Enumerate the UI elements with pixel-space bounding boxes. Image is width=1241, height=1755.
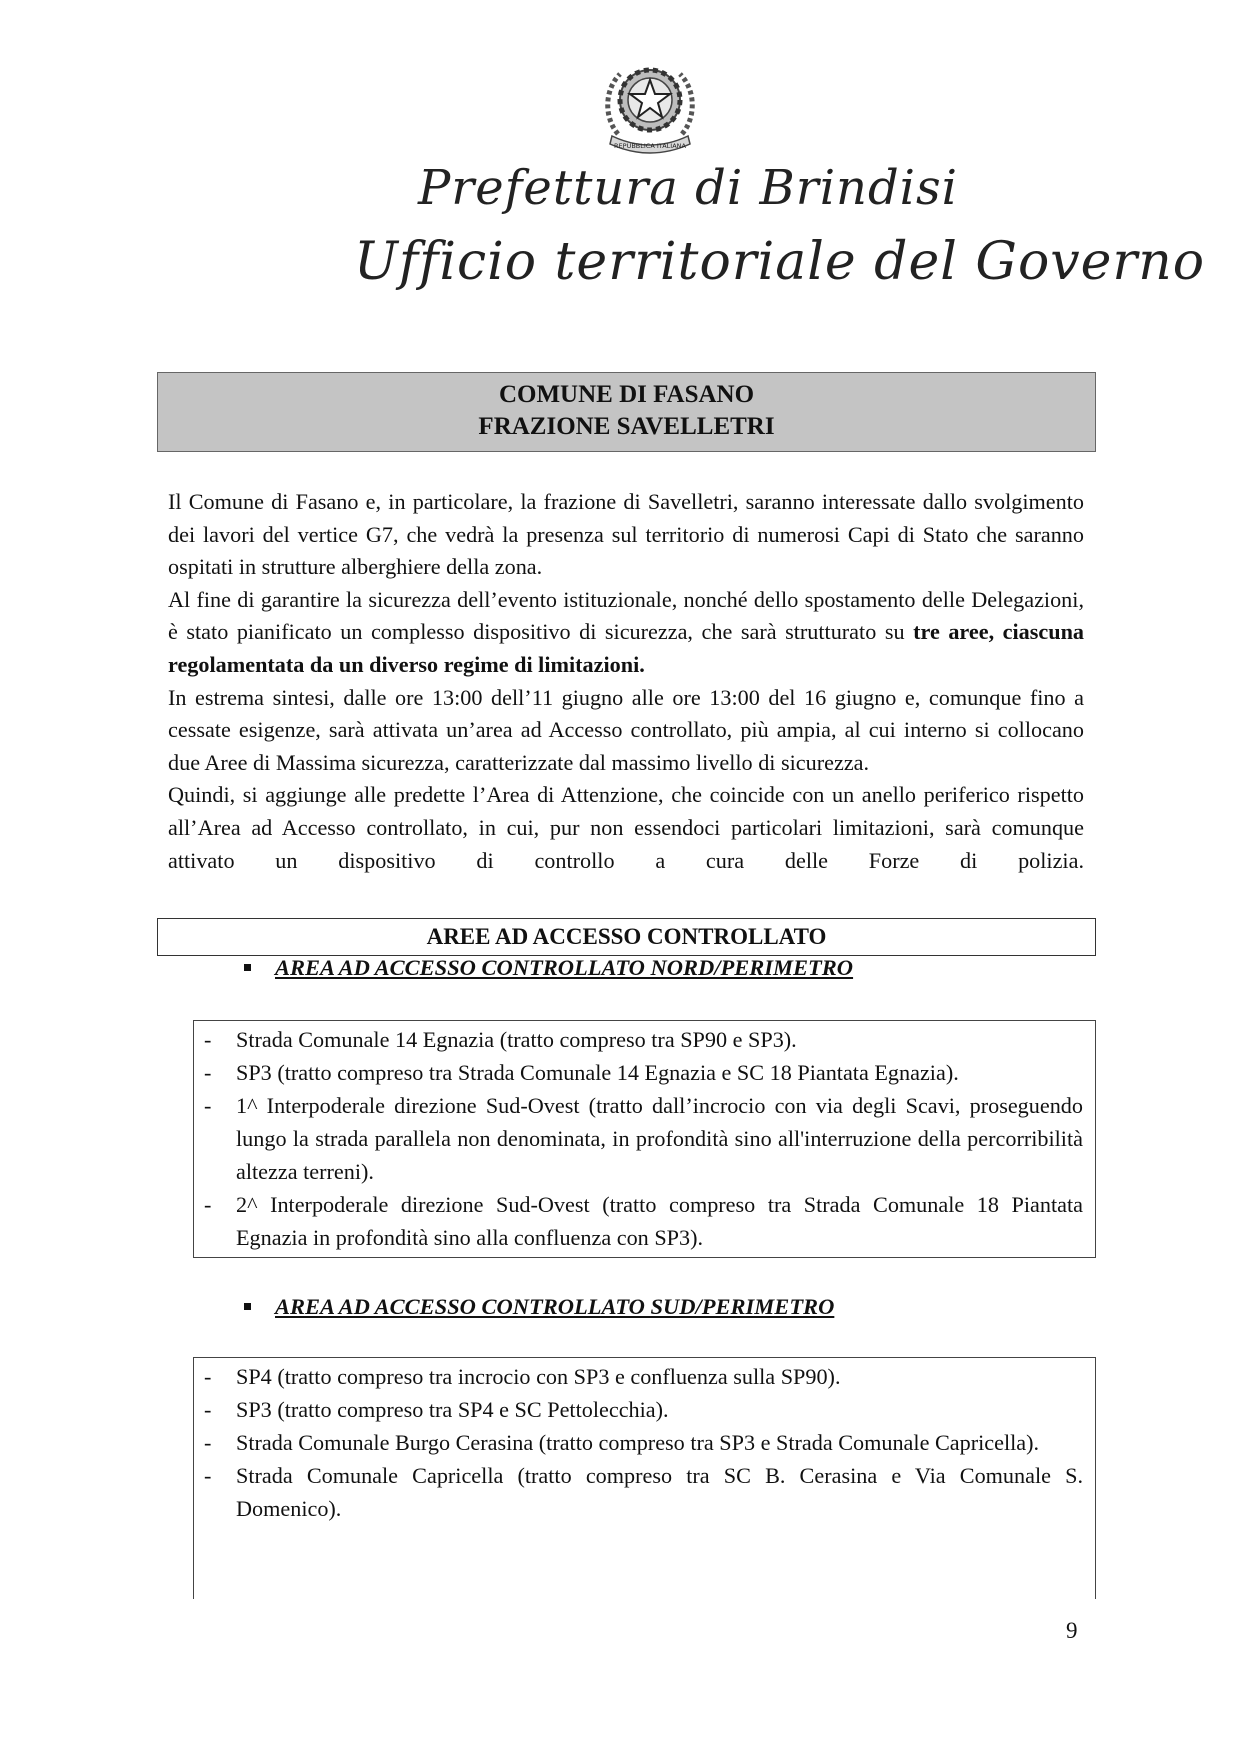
title-line-2: FRAZIONE SAVELLETRI xyxy=(478,413,775,440)
list-nord xyxy=(204,1023,1083,1254)
dash-marker: - xyxy=(204,1192,212,1217)
list-box-nord xyxy=(193,1020,1096,1258)
list-item-text: 1^ Interpoderale direzione Sud-Ovest (tratto dall’incrocio con via degli Scavi, proseguendo lungo la strada parallela non denominata, in profondità sino all'interruzione della percorribilità altezza terreni). xyxy=(236,1093,1083,1184)
paragraph-2-text: Al fine di garantire la sicurezza dell’evento istituzionale, nonché dello spostamento delle Delegazioni, è stato pianificato un complesso dispositivo di sicurezza, che sarà strutturato su xyxy=(168,586,1084,645)
emblem-ribbon-text: REPUBBLICA ITALIANA xyxy=(614,142,686,150)
square-bullet-icon xyxy=(244,964,251,971)
paragraph-3: In estrema sintesi, dalle ore 13:00 dell’11 giugno alle ore 13:00 del 16 giugno e, comunque fino a cessate esigenze, sarà attivata un’area ad Accesso controllato, più ampia, al cui interno si collocano due Aree di Massima sicurezza, caratterizzate dal massimo livello di sicurezza. xyxy=(168,684,1084,775)
list-item xyxy=(204,1459,1083,1525)
office-name-line-2: Ufficio territoriale del Governo xyxy=(354,232,1206,292)
list-item-text: 2^ Interpoderale direzione Sud-Ovest (tratto compreso tra Strada Comunale 18 Piantata Egnazia in profondità sino alla confluenza con SP3). xyxy=(236,1192,1083,1250)
list-sud xyxy=(204,1360,1083,1525)
dash-marker: - xyxy=(204,1364,212,1389)
list-item xyxy=(204,1023,1083,1056)
paragraph-1: Il Comune di Fasano e, in particolare, la frazione di Savelletri, saranno interessate dallo svolgimento dei lavori del vertice G7, che vedrà la presenza sul territorio di numerosi Capi di Stato che saranno ospitati in strutture alberghiere della zona. xyxy=(168,489,1084,580)
office-name-line-1: Prefettura di Brindisi xyxy=(418,160,959,216)
list-item-text: SP4 (tratto compreso tra incrocio con SP3 e confluenza sulla SP90). xyxy=(236,1364,841,1389)
list-item xyxy=(204,1056,1083,1089)
dash-marker: - xyxy=(204,1060,212,1085)
paragraph-2-bold: tre aree, ciascuna regolamentata da un diverso regime di limitazioni. xyxy=(168,619,1085,677)
subsection-heading-nord-text: AREA AD ACCESSO CONTROLLATO NORD/PERIMETRO xyxy=(275,955,854,980)
title-box xyxy=(157,372,1096,452)
paragraph-2 xyxy=(168,584,1084,682)
dash-marker: - xyxy=(204,1027,212,1052)
title-line-1: COMUNE DI FASANO xyxy=(498,381,755,408)
subsection-heading-sud xyxy=(244,1294,834,1320)
list-item-text: Strada Comunale Capricella (tratto compreso tra SC B. Cerasina e Via Comunale S. Domenico). xyxy=(236,1463,1083,1521)
page-number: 9 xyxy=(1066,1618,1078,1643)
dash-marker: - xyxy=(204,1430,212,1455)
list-item-text: Strada Comunale Burgo Cerasina (tratto compreso tra SP3 e Strada Comunale Capricella). xyxy=(236,1430,1040,1455)
list-item-text: Strada Comunale 14 Egnazia (tratto compreso tra SP90 e SP3). xyxy=(236,1027,797,1052)
list-item xyxy=(204,1393,1083,1426)
list-item xyxy=(204,1426,1083,1459)
paragraph-4: Quindi, si aggiunge alle predette l’Area di Attenzione, che coincide con un anello periferico rispetto all’Area ad Accesso controllato, in cui, pur non essendoci particolari limitazioni, sarà comunque attivato un dispositivo di controllo a cura delle Forze di polizia. xyxy=(168,782,1084,873)
list-box-sud xyxy=(193,1357,1096,1599)
list-item-text: SP3 (tratto compreso tra SP4 e SC Pettolecchia). xyxy=(236,1397,669,1422)
list-item-text: SP3 (tratto compreso tra Strada Comunale 14 Egnazia e SC 18 Piantata Egnazia). xyxy=(236,1060,959,1085)
subsection-heading-nord xyxy=(244,955,853,981)
list-item xyxy=(204,1089,1083,1188)
square-bullet-icon xyxy=(244,1303,251,1310)
dash-marker: - xyxy=(204,1463,212,1488)
body-text xyxy=(168,486,1084,877)
dash-marker: - xyxy=(204,1093,212,1118)
section-title-box: AREE AD ACCESSO CONTROLLATO xyxy=(157,918,1096,956)
dash-marker: - xyxy=(204,1397,212,1422)
italian-republic-emblem-icon xyxy=(598,56,702,160)
subsection-heading-sud-text: AREA AD ACCESSO CONTROLLATO SUD/PERIMETRO xyxy=(275,1294,835,1319)
list-item xyxy=(204,1188,1083,1254)
list-item xyxy=(204,1360,1083,1393)
